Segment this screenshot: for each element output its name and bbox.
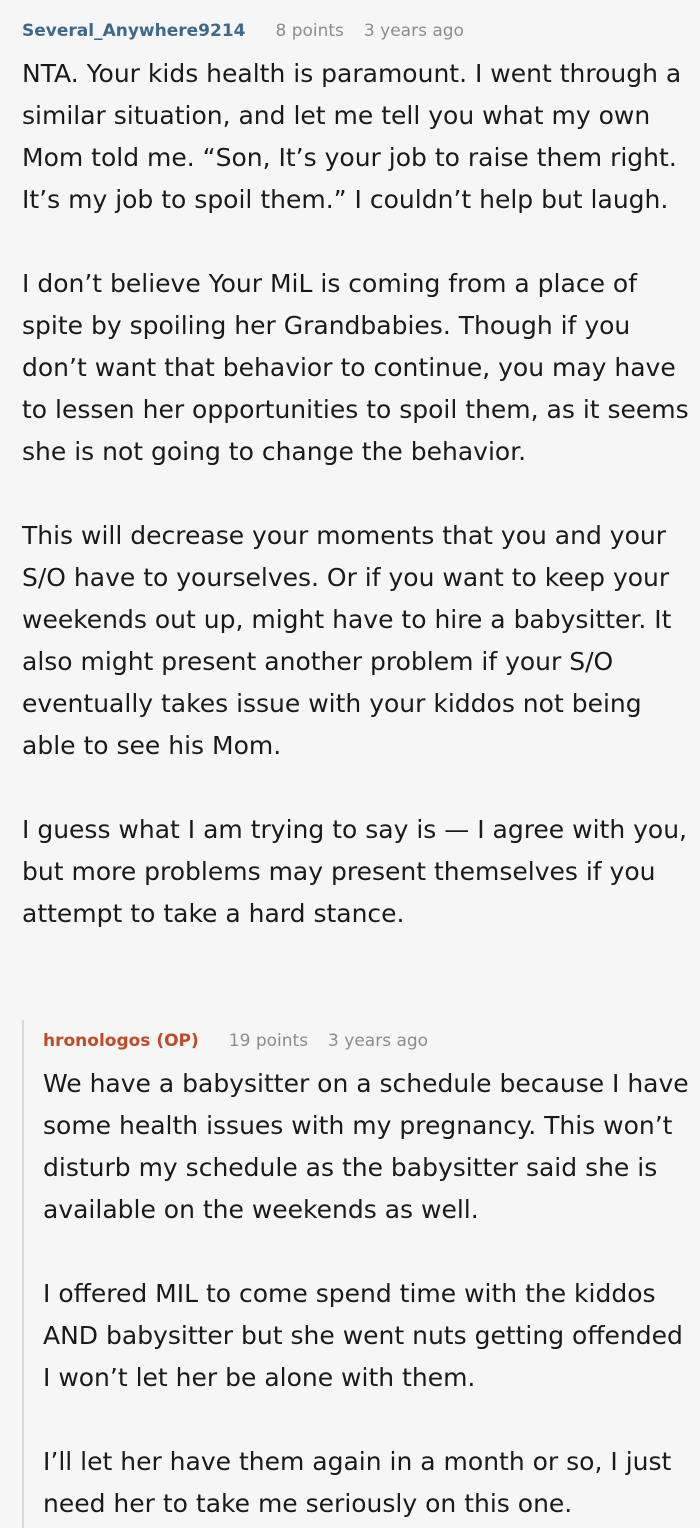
comment-points: 8 points xyxy=(275,21,344,41)
reply-paragraph-3: I’ll let her have them again in a month or so, I just need her to take me seriously on this one. xyxy=(43,1447,672,1518)
comment-paragraph-1: NTA. Your kids health is paramount. I went through a similar situation, and let me tell you what my own Mom told me. “Son, It’s your job to raise them right. It’s my job to spoil them.” I couldn’t help but laugh. xyxy=(22,59,682,214)
reply-header xyxy=(43,1030,694,1052)
reply-comment xyxy=(22,1020,694,1528)
reply-paragraph-1: We have a babysitter on a schedule because I have some health issues with my pregnancy. This won’t disturb my schedule as the babysitter said she is available on the weekends as well. xyxy=(43,1069,689,1224)
reply-timestamp: 3 years ago xyxy=(328,1031,429,1051)
comment-paragraph-2: I don’t believe Your MiL is coming from a place of spite by spoiling her Grandbabies. Though if you don’t want that behavior to continue, you may have to lessen her opportunities to spoil them, as it seems she is not going to change the behavior. xyxy=(22,269,689,466)
comment xyxy=(22,20,692,935)
comment-paragraph-3: This will decrease your moments that you and your S/O have to yourselves. Or if you want to keep your weekends out up, might have to hire a babysitter. It also might present another problem if your S/O eventually takes issue with your kiddos not being able to see his Mom. xyxy=(22,521,672,760)
reply-paragraph-2: I offered MIL to come spend time with the kiddos AND babysitter but she went nuts getting offended I won’t let her be alone with them. xyxy=(43,1279,683,1392)
comment-header xyxy=(22,20,692,42)
comment-paragraph-4: I guess what I am trying to say is — I agree with you, but more problems may present themselves if you attempt to take a hard stance. xyxy=(22,815,688,928)
comment-body xyxy=(22,53,692,935)
reply-username-link[interactable]: hronologos (OP) xyxy=(43,1031,199,1051)
reply-points: 19 points xyxy=(228,1031,309,1051)
comment-timestamp: 3 years ago xyxy=(363,21,464,41)
comment-username-link[interactable]: Several_Anywhere9214 xyxy=(22,21,246,41)
reply-body xyxy=(43,1063,694,1525)
